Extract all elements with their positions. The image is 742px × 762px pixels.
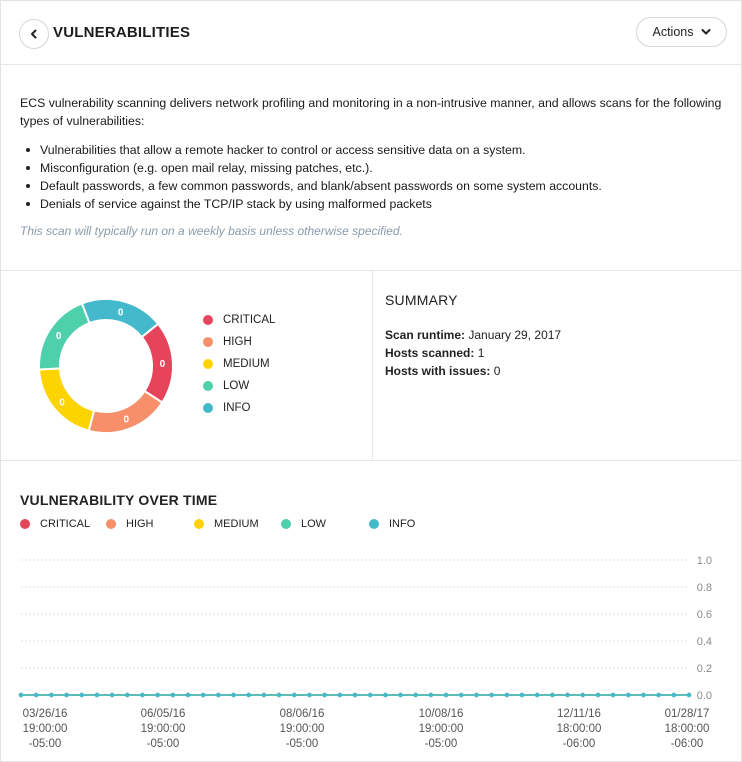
x-tick-label: 03/26/16: [22, 708, 68, 720]
x-tick-label: 10/08/16: [418, 708, 464, 720]
high-dot: [106, 519, 116, 529]
legend-item-critical[interactable]: [203, 309, 275, 331]
chart-legend-low[interactable]: [281, 518, 326, 530]
severity-donut-chart: [38, 298, 174, 434]
x-tick-label: 19:00:00: [418, 723, 464, 735]
data-point-info[interactable]: [626, 693, 630, 697]
data-point-info[interactable]: [262, 693, 266, 697]
chart-legend-label: HIGH: [126, 518, 154, 530]
data-point-info[interactable]: [611, 693, 615, 697]
scan-runtime-label: Scan runtime:: [385, 328, 466, 342]
page-title: VULNERABILITIES: [53, 24, 191, 41]
data-point-info[interactable]: [201, 693, 205, 697]
hosts-issues-value: 0: [493, 364, 501, 378]
data-point-info[interactable]: [49, 693, 53, 697]
legend-label: LOW: [223, 380, 250, 392]
data-point-info[interactable]: [247, 693, 251, 697]
data-point-info[interactable]: [171, 693, 175, 697]
x-tick-label: 18:00:00: [556, 723, 602, 735]
legend-item-info[interactable]: [203, 397, 275, 419]
list-item: Vulnerabilities that allow a remote hacker to control or access sensitive data on a system.: [20, 141, 720, 159]
over-time-title: VULNERABILITY OVER TIME: [20, 492, 218, 508]
medium-dot: [203, 359, 213, 369]
scan-runtime-value: January 29, 2017: [468, 328, 562, 342]
medium-dot: [194, 519, 204, 529]
data-point-info[interactable]: [277, 693, 281, 697]
low-dot: [203, 381, 213, 391]
chevron-left-icon: [29, 29, 39, 39]
data-point-info[interactable]: [489, 693, 493, 697]
data-point-info[interactable]: [338, 693, 342, 697]
donut-slice-label: 0: [159, 359, 166, 371]
info-dot: [203, 403, 213, 413]
x-tick-label: 01/28/17: [664, 708, 710, 720]
data-point-info[interactable]: [474, 693, 478, 697]
data-point-info[interactable]: [307, 693, 311, 697]
data-point-info[interactable]: [64, 693, 68, 697]
data-point-info[interactable]: [368, 693, 372, 697]
data-point-info[interactable]: [125, 693, 129, 697]
legend-label: MEDIUM: [223, 358, 270, 370]
summary-title: SUMMARY: [385, 292, 458, 308]
x-tick-label: -05:00: [146, 738, 180, 750]
donut-slice-low[interactable]: [39, 303, 90, 369]
data-point-info[interactable]: [414, 693, 418, 697]
data-point-info[interactable]: [596, 693, 600, 697]
x-tick-label: 19:00:00: [140, 723, 186, 735]
data-point-info[interactable]: [520, 693, 524, 697]
data-point-info[interactable]: [581, 693, 585, 697]
actions-button[interactable]: [636, 17, 727, 47]
data-point-info[interactable]: [19, 693, 23, 697]
hosts-scanned-value: 1: [477, 346, 485, 360]
data-point-info[interactable]: [155, 693, 159, 697]
data-point-info[interactable]: [687, 693, 691, 697]
list-item: Default passwords, a few common passwords, and blank/absent passwords on some system accounts.: [20, 177, 720, 195]
x-tick-label: 12/11/16: [557, 708, 601, 720]
donut-slice-label: 0: [55, 331, 62, 343]
data-point-info[interactable]: [505, 693, 509, 697]
legend-item-high[interactable]: [203, 331, 275, 353]
data-point-info[interactable]: [34, 693, 38, 697]
list-item: Misconfiguration (e.g. open mail relay, missing patches, etc.).: [20, 159, 720, 177]
data-point-info[interactable]: [231, 693, 235, 697]
x-tick-label: -06:00: [562, 738, 596, 750]
x-tick-label: -05:00: [285, 738, 319, 750]
severity-legend: [203, 309, 275, 419]
data-point-info[interactable]: [383, 693, 387, 697]
chart-legend-label: INFO: [389, 518, 416, 530]
y-tick-label: 0.8: [696, 582, 712, 594]
low-dot: [281, 519, 291, 529]
x-tick-label: 18:00:00: [664, 723, 710, 735]
data-point-info[interactable]: [672, 693, 676, 697]
data-point-info[interactable]: [95, 693, 99, 697]
description-intro: ECS vulnerability scanning delivers network profiling and monitoring in a non-intrusive manner, and allows scans for the following types of vulnerabilities:: [20, 96, 722, 128]
x-tick-label: 06/05/16: [140, 708, 186, 720]
data-point-info[interactable]: [444, 693, 448, 697]
legend-label: CRITICAL: [223, 314, 276, 326]
donut-slice-label: 0: [59, 397, 65, 409]
x-tick-label: -06:00: [670, 738, 704, 750]
x-tick-label: 19:00:00: [279, 723, 325, 735]
donut-slice-label: 0: [117, 307, 124, 319]
chart-legend-medium[interactable]: [194, 518, 259, 530]
critical-dot: [203, 315, 213, 325]
chart-legend-info[interactable]: [369, 518, 415, 530]
hosts-issues-label: Hosts with issues:: [385, 364, 491, 378]
data-point-info[interactable]: [398, 693, 402, 697]
back-button[interactable]: [19, 19, 49, 49]
schedule-note: This scan will typically run on a weekly basis unless otherwise specified.: [20, 224, 403, 238]
y-tick-label: 0.6: [696, 609, 712, 621]
high-dot: [203, 337, 213, 347]
y-tick-label: 0.0: [696, 690, 712, 702]
legend-item-medium[interactable]: [203, 353, 275, 375]
scan-runtime-row: [385, 328, 561, 342]
x-tick-label: 19:00:00: [22, 723, 68, 735]
x-tick-label: -05:00: [28, 738, 62, 750]
data-point-info[interactable]: [186, 693, 190, 697]
data-point-info[interactable]: [110, 693, 114, 697]
data-point-info[interactable]: [140, 693, 144, 697]
panel-header: [1, 1, 741, 65]
hosts-scanned-label: Hosts scanned:: [385, 346, 475, 360]
data-point-info[interactable]: [353, 693, 357, 697]
data-point-info[interactable]: [459, 693, 463, 697]
y-tick-label: 0.2: [696, 663, 712, 675]
data-point-info[interactable]: [565, 693, 569, 697]
chart-legend-label: CRITICAL: [40, 518, 91, 530]
legend-label: INFO: [223, 402, 251, 414]
data-point-info[interactable]: [535, 693, 539, 697]
data-point-info[interactable]: [292, 693, 296, 697]
donut-slice-high[interactable]: [89, 391, 163, 433]
vulnerability-types-list: [20, 141, 720, 213]
x-tick-label: 08/06/16: [279, 708, 325, 720]
hosts-issues-row: [385, 364, 500, 378]
data-point-info[interactable]: [322, 693, 326, 697]
donut-slice-medium[interactable]: [39, 368, 94, 430]
list-item: Denials of service against the TCP/IP stack by using malformed packets: [20, 195, 720, 213]
y-tick-label: 0.4: [696, 636, 712, 648]
chart-legend-label: LOW: [301, 518, 327, 530]
data-point-info[interactable]: [216, 693, 220, 697]
data-point-info[interactable]: [429, 693, 433, 697]
severity-summary-section: [1, 270, 741, 461]
hosts-scanned-row: [385, 346, 484, 360]
data-point-info[interactable]: [550, 693, 554, 697]
data-point-info[interactable]: [656, 693, 660, 697]
donut-slice-label: 0: [123, 414, 130, 426]
data-point-info[interactable]: [80, 693, 84, 697]
chart-legend-critical[interactable]: [20, 518, 90, 530]
actions-label: Actions: [652, 25, 694, 39]
critical-dot: [20, 519, 30, 529]
chart-legend-high[interactable]: [106, 518, 154, 530]
chart-legend-label: MEDIUM: [214, 518, 259, 530]
chevron-down-icon: [701, 28, 711, 36]
donut-slice-critical[interactable]: [142, 324, 173, 403]
legend-item-low[interactable]: [203, 375, 275, 397]
y-tick-label: 1.0: [696, 555, 712, 567]
info-dot: [369, 519, 379, 529]
data-point-info[interactable]: [641, 693, 645, 697]
section-divider: [372, 271, 373, 461]
vulnerability-over-time-chart: [1, 541, 741, 761]
over-time-legend: [20, 518, 440, 532]
legend-label: HIGH: [223, 336, 252, 348]
x-tick-label: -05:00: [424, 738, 458, 750]
